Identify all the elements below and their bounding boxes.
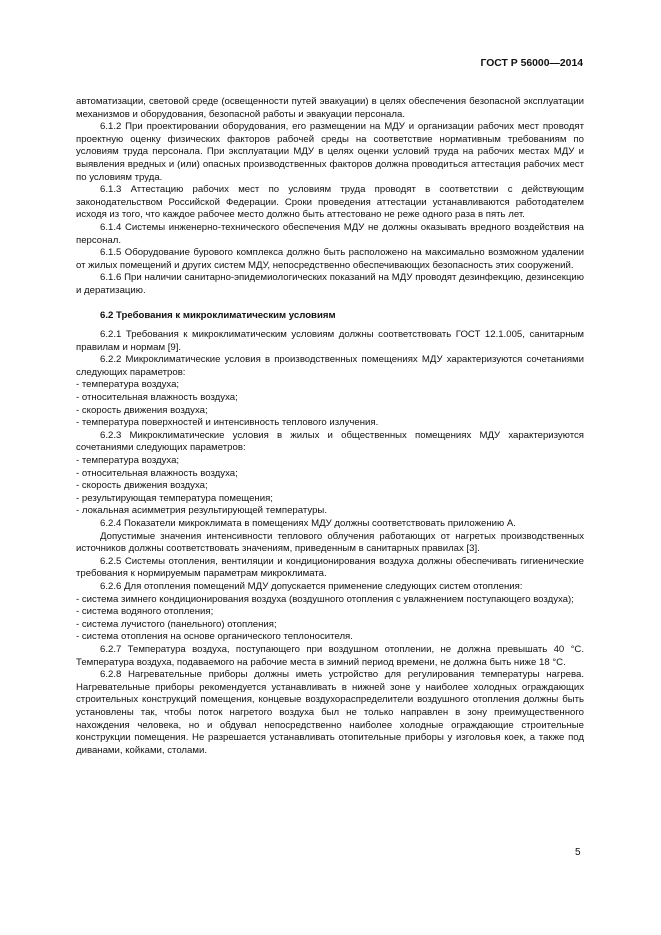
- list-item: - температура воздуха;: [76, 379, 180, 391]
- paragraph-6-2-3: 6.2.3 Микроклиматические условия в жилых и общественных помещениях МДУ характеризуются сочетаниями следующих параметров:: [76, 429, 584, 454]
- paragraph-6-1-6: 6.1.6 При наличии санитарно-эпидемиологических показаний на МДУ проводят дезинфекцию, дезинсекцию и дератизацию.: [76, 272, 584, 296]
- list-item: - локальная асимметрия результирующей температуры.: [76, 505, 327, 517]
- page-number: 5: [575, 847, 581, 858]
- paragraph-6-2-4: 6.2.4 Показатели микроклимата в помещениях МДУ должны соответствовать приложению А.: [100, 518, 516, 529]
- list-item: - система лучистого (панельного) отопления;: [76, 618, 277, 630]
- document-body: [76, 96, 584, 757]
- paragraph-intro-continued: автоматизации, световой среде (освещенности путей эвакуации) в целях обеспечения безопасной эксплуатации механизмов и оборудования, безопасной работы и эвакуации персонала.: [76, 96, 584, 120]
- paragraph-6-2-2: 6.2.2 Микроклиматические условия в производственных помещениях МДУ характеризуются сочетаниями следующих параметров:: [76, 354, 584, 378]
- paragraph-6-2-6: 6.2.6 Для отопления помещений МДУ допускается применение следующих систем отопления:: [100, 580, 523, 592]
- list-item: - относительная влажность воздуха;: [76, 467, 238, 479]
- list-item: - система отопления на основе органического теплоносителя.: [76, 631, 353, 643]
- list-item: - система водяного отопления;: [76, 606, 214, 618]
- paragraph-6-2-5: 6.2.5 Системы отопления, вентиляции и кондиционирования воздуха должны обеспечивать гигиенические требования к нормируемым параметрам микроклимата.: [76, 555, 584, 580]
- paragraph-6-1-5: 6.1.5 Оборудование бурового комплекса должно быть расположено на максимально возможном удалении от жилых помещений и других систем МДУ, непосредственно обеспечивающих безопасность этих сооружений.: [76, 247, 584, 271]
- paragraph-6-1-2: 6.1.2 При проектировании оборудования, его размещении на МДУ и организации рабочих мест проводят проектную оценку физических факторов рабочей среды на соответствие нормативным требованиям по условиям труда персонала. При эксплуатации МДУ в целях оценки условий труда на рабочих местах МДУ и выявления вредных и (или) опасных производственных факторов должна проводиться аттестация рабочих мест по условиям труда.: [76, 121, 584, 183]
- paragraph-6-2-4-continued: Допустимые значения интенсивности теплового облучения работающих от нагретых производственных источников должны соответствовать значениям, приведенным в санитарных правилах [3].: [76, 530, 584, 555]
- list-item: - относительная влажность воздуха;: [76, 392, 238, 404]
- paragraph-6-2-7: 6.2.7 Температура воздуха, поступающего при воздушном отоплении, не должна превышать 40 °С. Температура воздуха, подаваемого на рабочие места в зимний период времени, не должна быть ниже 18 °С.: [76, 643, 584, 668]
- standard-code-header: ГОСТ Р 56000—2014: [480, 58, 583, 69]
- paragraph-6-2-1: 6.2.1 Требования к микроклиматическим условиям должны соответствовать ГОСТ 12.1.005, санитарным правилам и нормам [9].: [76, 329, 584, 353]
- paragraph-6-1-3: 6.1.3 Аттестацию рабочих мест по условиям труда проводят в соответствии с действующим законодательством Российской Федерации. Сроки проведения аттестации устанавливаются работодателем исходя из того, что каждое рабочее место должно быть аттестовано не реже одного раза в пять лет.: [76, 184, 584, 221]
- list-item: - скорость движения воздуха;: [76, 404, 208, 416]
- list-item: - температура воздуха;: [76, 455, 180, 467]
- list-item: - результирующая температура помещения;: [76, 492, 273, 504]
- list-item: - температура поверхностей и интенсивность теплового излучения.: [76, 417, 379, 429]
- paragraph-6-2-8: 6.2.8 Нагревательные приборы должны иметь устройство для регулирования температуры нагрева. Нагревательные приборы рекомендуется устанавливать в нижней зоне у наиболее холодных ограждающих строительных конструкций помещения, концевые воздухораспределители воздушного отопления должны быть установлены так, чтобы поток нагретого воздуха был не только направлен в зону преимущественного нахождения человека, но и обдувал непосредственно наиболее холодные ограждающие строительные конструкции помещения. Не разрешается устанавливать отопительные приборы у изголовья коек, а также под диванами, койками, столами.: [76, 669, 584, 756]
- list-item: - скорость движения воздуха;: [76, 480, 208, 492]
- section-heading-6-2: 6.2 Требования к микроклиматическим условиям: [100, 309, 336, 321]
- list-item: - система зимнего кондиционирования воздуха (воздушного отопления с увлажнением поступающего воздуха);: [76, 593, 574, 605]
- paragraph-6-1-4: 6.1.4 Системы инженерно-технического обеспечения МДУ не должны оказывать вредного воздействия на персонал.: [76, 221, 584, 246]
